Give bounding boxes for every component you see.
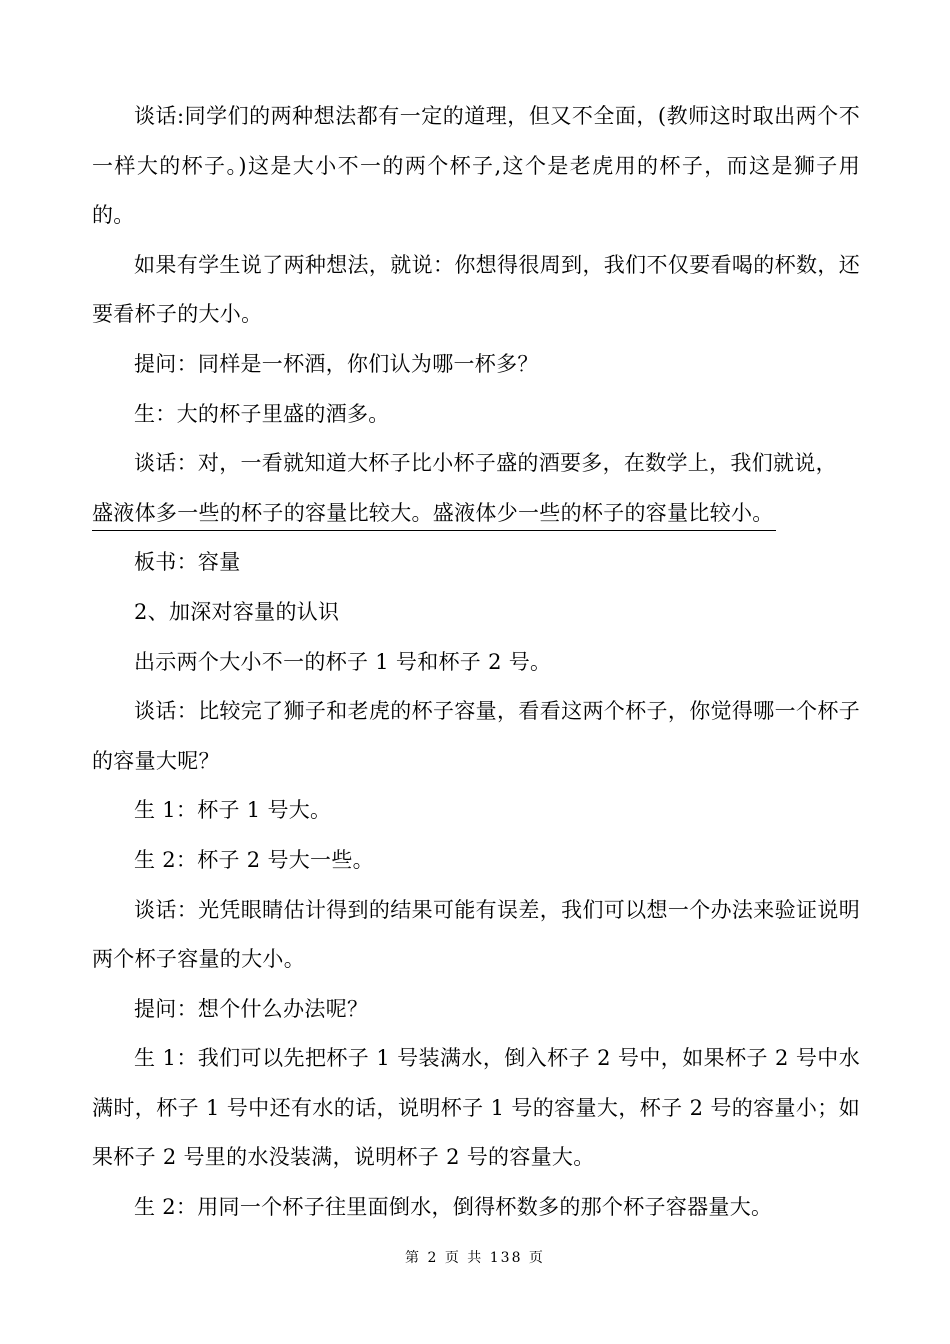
paragraph-6: 板书：容量 (134, 550, 241, 575)
paragraph-8: 出示两个大小不一的杯子 1 号和杯子 2 号。 (134, 649, 552, 674)
paragraph-1: 谈话:同学们的两种想法都有一定的道理，但又不全面，(教师这时取出两个不一样大的杯子。)这是大小不一的两个杯子,这个是老虎用的杯子，而这是狮子用的。 (92, 104, 860, 228)
paragraph-10: 生 1：杯子 1 号大。 (134, 798, 332, 823)
paragraph-15: 生 2：用同一个杯子往里面倒水，倒得杯数多的那个杯子容器量大。 (134, 1195, 773, 1220)
paragraph-3: 提问：同样是一杯酒，你们认为哪一杯多？ (134, 351, 539, 376)
underlined-text: 盛液体多一些的杯子的容量比较大。盛液体少一些的杯子的容量比较小。 (92, 496, 776, 531)
underlined-paragraph (92, 489, 860, 539)
document-body (92, 92, 860, 1233)
paragraph-9: 谈话：比较完了狮子和老虎的杯子容量，看看这两个杯子，你觉得哪一个杯子的容量大呢？ (92, 699, 860, 773)
paragraph-13: 提问：想个什么办法呢？ (134, 996, 369, 1021)
paragraph-11: 生 2：杯子 2 号大一些。 (134, 847, 374, 872)
paragraph-7: 2、加深对容量的认识 (134, 599, 340, 624)
page-footer: 第 2 页 共 138 页 (405, 1250, 545, 1266)
paragraph-2: 如果有学生说了两种想法，就说：你想得很周到，我们不仅要看喝的杯数，还要看杯子的大小。 (92, 252, 860, 327)
paragraph-4: 生：大的杯子里盛的酒多。 (134, 401, 390, 426)
paragraph-14: 生 1：我们可以先把杯子 1 号装满水，倒入杯子 2 号中，如果杯子 2 号中水满时，杯子 1 号中还有水的话，说明杯子 1 号的容量大，杯子 2 号的容量小；如果杯子 2 号里的水没装满，说明杯子 2 号的容量大。 (92, 1046, 860, 1170)
paragraph-12: 谈话：光凭眼睛估计得到的结果可能有误差，我们可以想一个办法来验证说明两个杯子容量的大小。 (92, 897, 860, 972)
paragraph-5: 谈话：对，一看就知道大杯子比小杯子盛的酒要多，在数学上，我们就说， (134, 451, 837, 476)
